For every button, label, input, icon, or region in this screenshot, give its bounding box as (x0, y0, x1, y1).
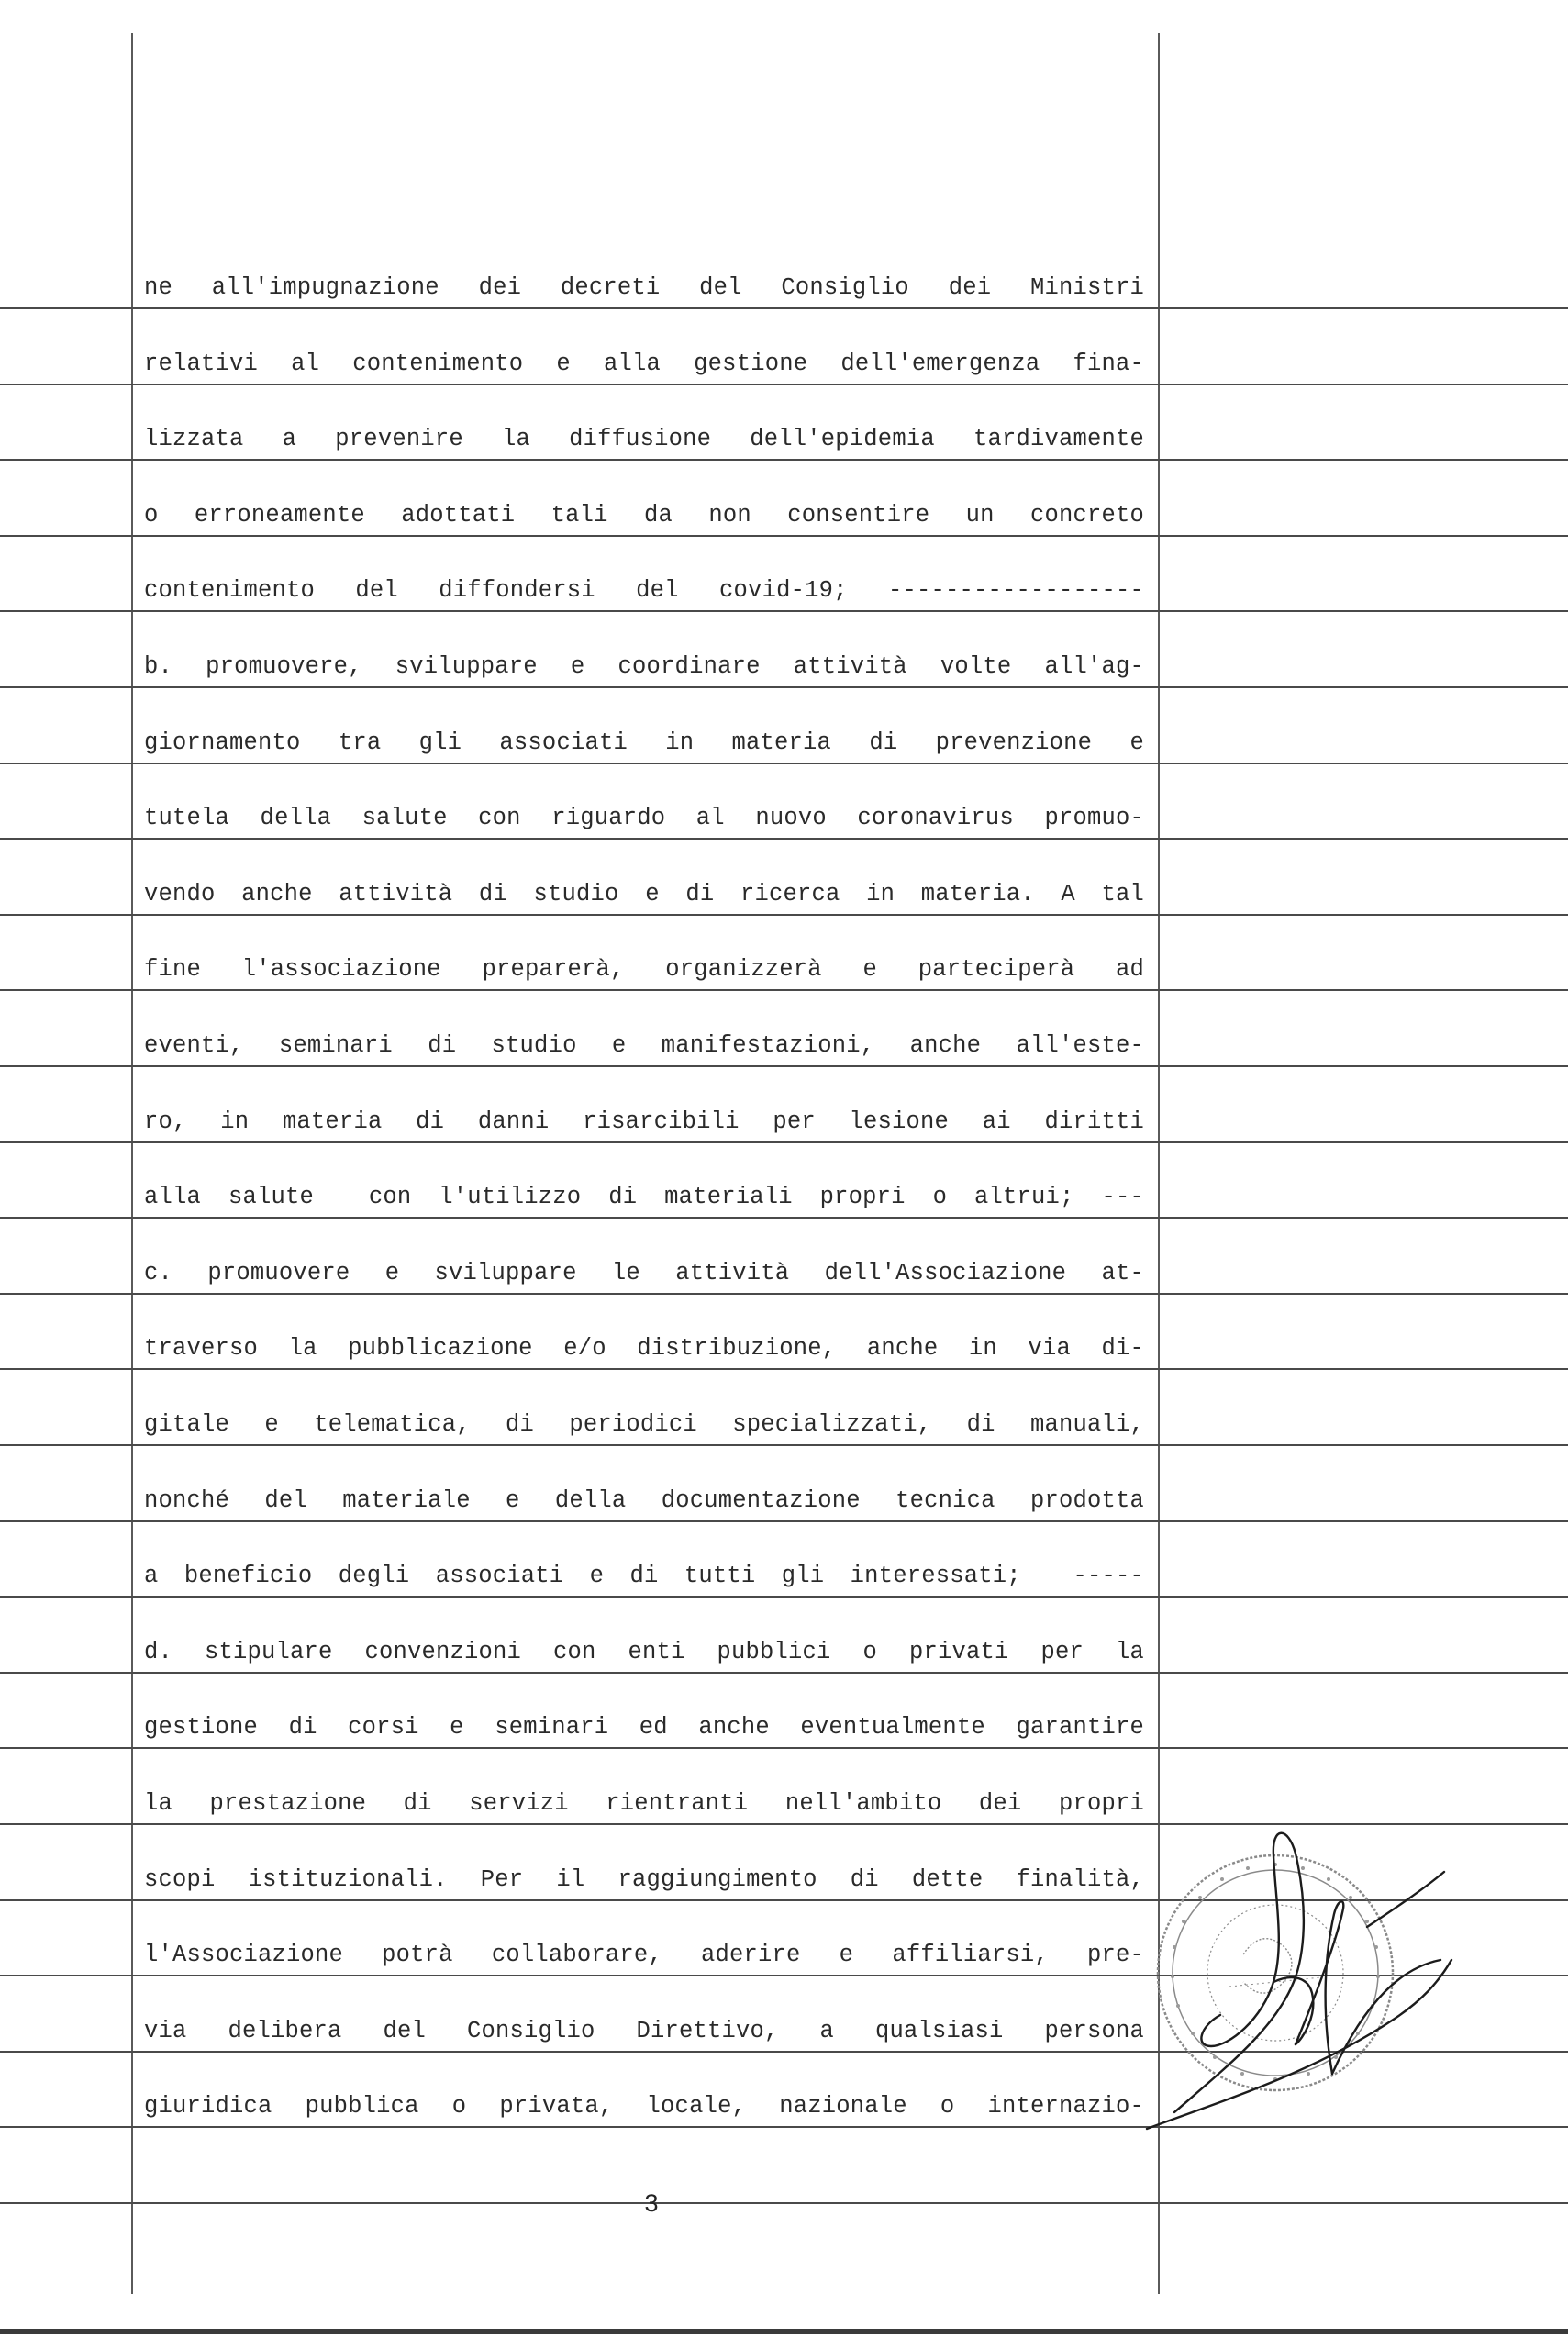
ruled-line (0, 1596, 1568, 1598)
text-line: a beneficio degli associati e di tutti gli interessati; ----- (144, 1563, 1144, 1589)
ruled-line (0, 1520, 1568, 1522)
text-line: b. promuovere, sviluppare e coordinare attività volte all'ag- (144, 653, 1144, 680)
ruled-line (0, 1368, 1568, 1370)
ruled-line (0, 1747, 1568, 1749)
text-line: eventi, seminari di studio e manifestazioni, anche all'este- (144, 1032, 1144, 1059)
text-line: nonché del materiale e della documentazione tecnica prodotta (144, 1487, 1144, 1514)
page-number: 3 (644, 2189, 659, 2217)
ruled-line (0, 838, 1568, 840)
ruled-line (0, 535, 1568, 537)
ruled-line (0, 763, 1568, 764)
text-line: ne all'impugnazione dei decreti del Consiglio dei Ministri (144, 274, 1144, 301)
text-line: traverso la pubblicazione e/o distribuzione, anche in via di- (144, 1335, 1144, 1362)
ruled-line (0, 384, 1568, 385)
text-line: gestione di corsi e seminari ed anche eventualmente garantire (144, 1714, 1144, 1741)
ruled-line (0, 1672, 1568, 1674)
ruled-line (0, 1065, 1568, 1067)
text-line: tutela della salute con riguardo al nuovo coronavirus promuo- (144, 805, 1144, 831)
text-line: fine l'associazione preparerà, organizzerà e parteciperà ad (144, 956, 1144, 983)
text-line: ro, in materia di danni risarcibili per lesione ai diritti (144, 1108, 1144, 1135)
text-line: alla salute con l'utilizzo di materiali propri o altrui; --- (144, 1184, 1144, 1210)
stamp-signature-graphic (1092, 1798, 1496, 2147)
text-line: scopi istituzionali. Per il raggiungimento di dette finalità, (144, 1866, 1144, 1893)
ruled-line (0, 914, 1568, 916)
ruled-line (0, 1217, 1568, 1219)
text-line: giuridica pubblica o privata, locale, nazionale o internazio- (144, 2093, 1144, 2120)
text-line: gitale e telematica, di periodici specializzati, di manuali, (144, 1411, 1144, 1438)
text-line: giornamento tra gli associati in materia di prevenzione e (144, 729, 1144, 756)
handwritten-signature (1147, 1833, 1451, 2129)
ruled-line (0, 989, 1568, 991)
notary-stamp-signature (1092, 1798, 1496, 2147)
left-margin-line (131, 33, 133, 2294)
ruled-line (0, 307, 1568, 309)
text-line: d. stipulare convenzioni con enti pubblici o privati per la (144, 1639, 1144, 1665)
ruled-line (0, 2202, 1568, 2204)
ruled-line (0, 686, 1568, 688)
text-line: via delibera del Consiglio Direttivo, a qualsiasi persona (144, 2018, 1144, 2044)
text-line: c. promuovere e sviluppare le attività dell'Associazione at- (144, 1260, 1144, 1286)
ruled-line (0, 610, 1568, 612)
text-line: lizzata a prevenire la diffusione dell'epidemia tardivamente (144, 426, 1144, 452)
ruled-line (0, 1444, 1568, 1446)
text-line: la prestazione di servizi rientranti nell'ambito dei propri (144, 1790, 1144, 1817)
text-line: l'Associazione potrà collaborare, aderire e affiliarsi, pre- (144, 1942, 1144, 1968)
text-line: contenimento del diffondersi del covid-19; ------------------ (144, 577, 1144, 604)
text-line: vendo anche attività di studio e di ricerca in materia. A tal (144, 881, 1144, 907)
ruled-line (0, 1293, 1568, 1295)
ruled-line (0, 1141, 1568, 1143)
scan-edge (0, 2329, 1568, 2334)
ruled-line (0, 459, 1568, 461)
text-line: o erroneamente adottati tali da non consentire un concreto (144, 502, 1144, 529)
text-line: relativi al contenimento e alla gestione dell'emergenza fina- (144, 351, 1144, 377)
